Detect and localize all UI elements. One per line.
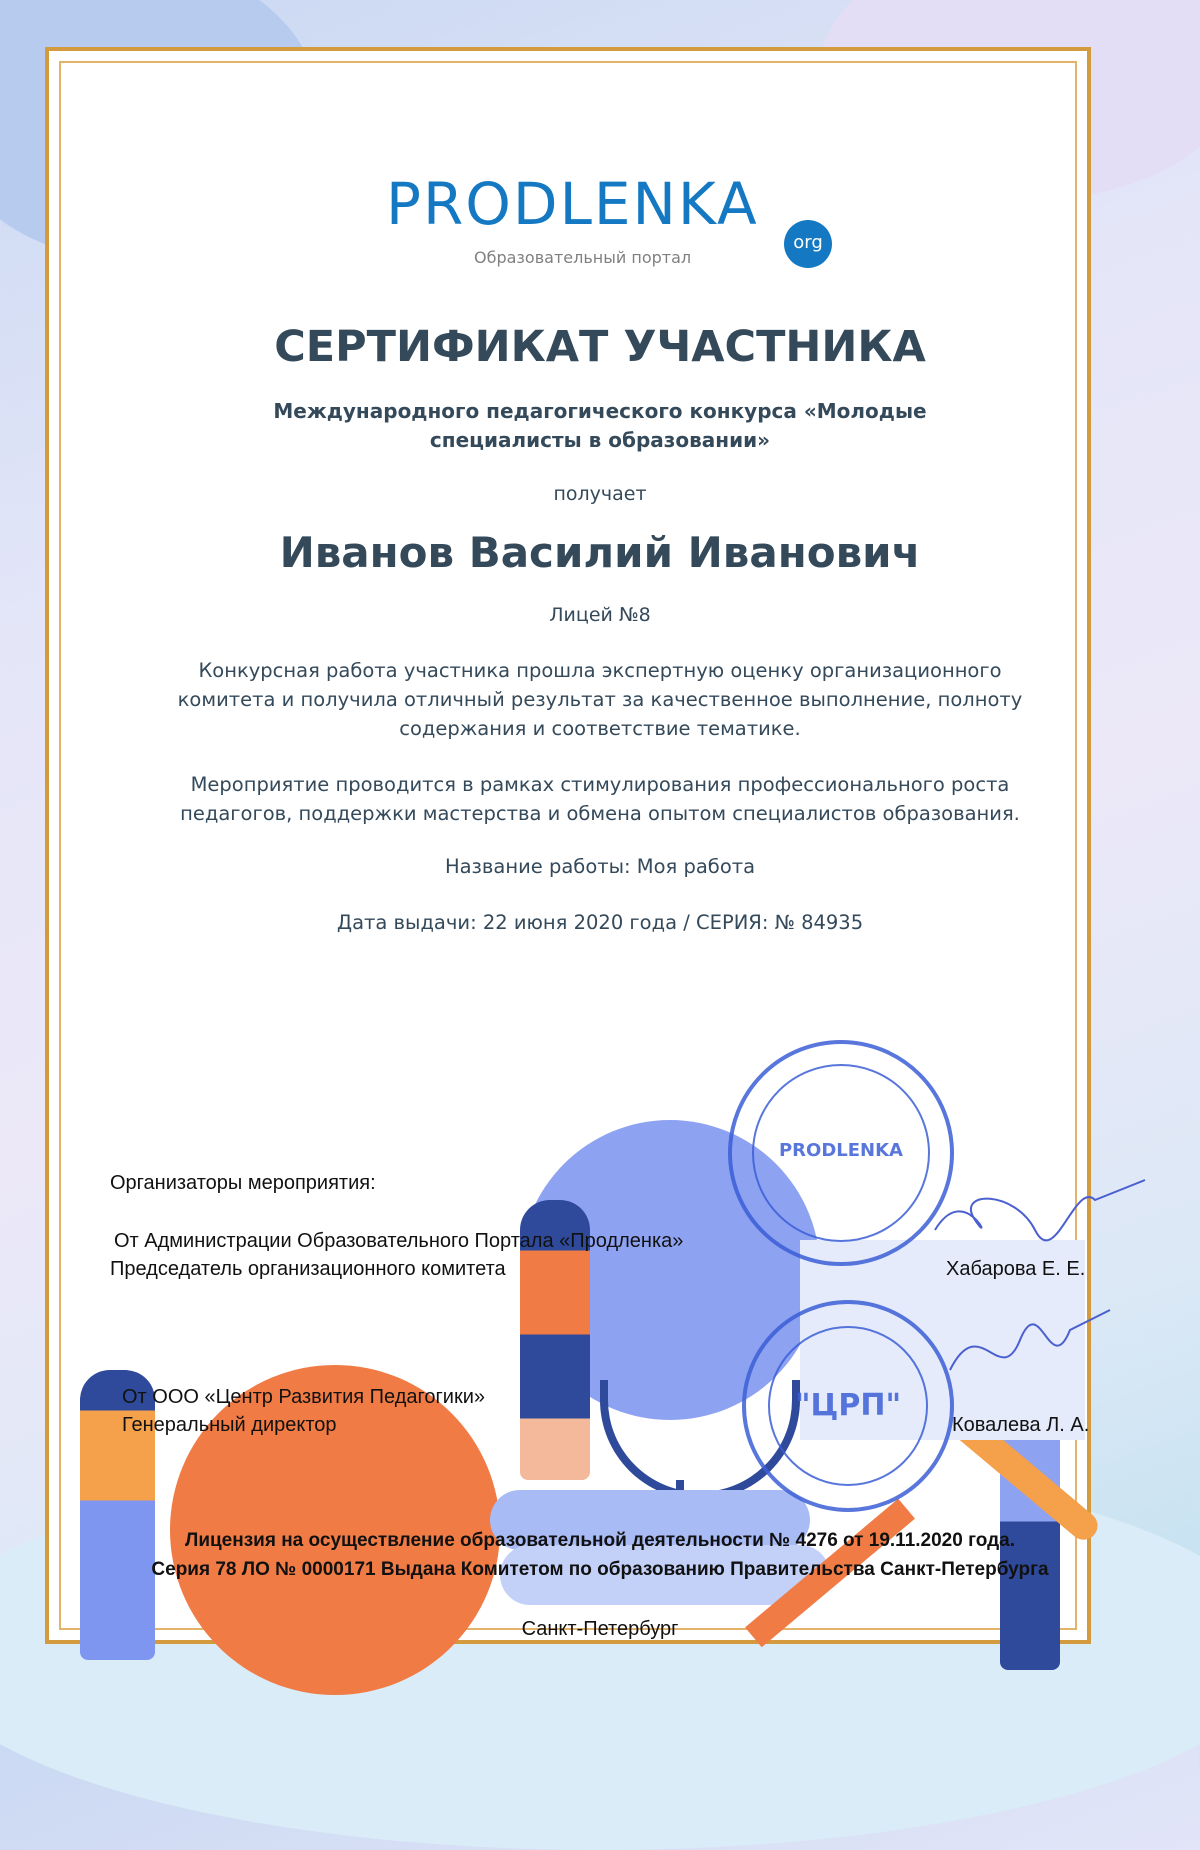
stamp-center-text: "ЦРП" [794, 1388, 902, 1423]
license-line-1: Лицензия на осуществление образовательной деятельности № 4276 от 19.11.2020 года. [184, 1530, 1016, 1551]
receives-label: получает [553, 483, 647, 505]
issue-city: Санкт-Петербург [521, 1618, 679, 1640]
contest-name: Международного педагогического конкурса «Молодые специалисты в образовании» [273, 399, 927, 452]
signature-kovaleva [940, 1300, 1120, 1400]
organizer1-line2: Председатель организационного комитета [110, 1258, 506, 1280]
event-purpose-paragraph: Мероприятие проводится в рамках стимулирования профессионального роста педагогов, поддержки мастерства и обмена опытом специалистов образования. [180, 773, 1020, 825]
recipient-organization: Лицей №8 [549, 604, 651, 626]
logo-subtitle: Образовательный портал [474, 248, 692, 267]
organizers-heading: Организаторы мероприятия: [110, 1172, 376, 1194]
recipient-name: Иванов Василий Иванович [279, 528, 921, 577]
license-line-2: Серия 78 ЛО № 0000171 Выдана Комитетом по образованию Правительства Санкт-Петербурга [151, 1559, 1049, 1580]
logo-org-badge: org [784, 220, 832, 268]
work-title: Название работы: Моя работа [444, 855, 756, 878]
signature-khabarova [925, 1160, 1155, 1260]
evaluation-paragraph: Конкурсная работа участника прошла экспертную оценку организационного комитета и получила отличный результат за качественное выполнение, полноту содержания и соответствие тематике. [177, 659, 1023, 740]
issue-date-series: Дата выдачи: 22 июня 2020 года / СЕРИЯ: № 84935 [336, 911, 864, 934]
logo-wordmark: PRODLENKA [386, 170, 759, 238]
organizer1-line1: От Администрации Образовательного Портала «Продленка» [114, 1230, 684, 1252]
organizer1-signer: Хабарова Е. Е. [946, 1258, 1086, 1280]
stamp-prodlenka [728, 1040, 954, 1266]
organizer2-line1: От ООО «Центр Развития Педагогики» [122, 1386, 486, 1408]
prodlenka-logo [386, 170, 846, 270]
organizer2-signer: Ковалева Л. А. [952, 1414, 1090, 1436]
organizer2-line2: Генеральный директор [122, 1414, 337, 1436]
stamp-crp [742, 1300, 954, 1512]
certificate-title: СЕРТИФИКАТ УЧАСТНИКА [274, 322, 926, 372]
stamp-logo-text: PRODLENKA [778, 1140, 903, 1161]
